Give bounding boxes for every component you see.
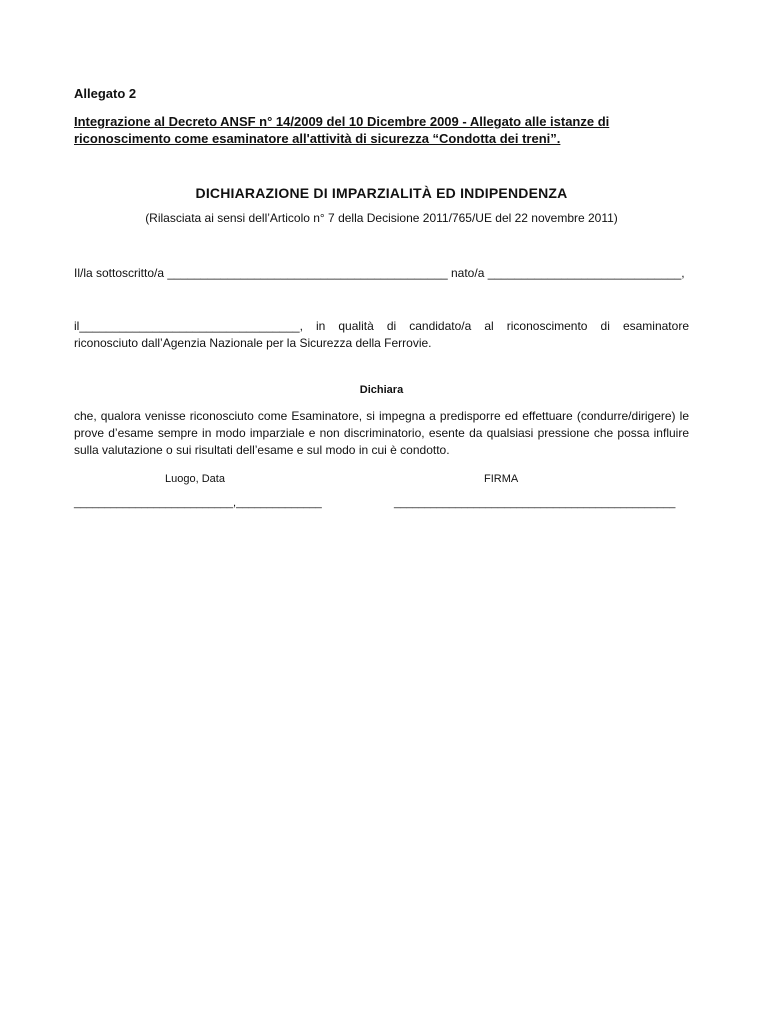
- document-title: DICHIARAZIONE DI IMPARZIALITÀ ED INDIPENDENZA: [195, 185, 568, 201]
- declaration-body: che, qualora venisse riconosciuto come Esaminatore, si impegna a predisporre ed effettuare (condurre/dirigere) le prove d’esame sempre in modo imparziale e non discriminatorio, esente da qualsiasi pressione che possa influire sulla valutazione o sui risultati dell’esame e sul modo in cui è condotto.: [74, 409, 689, 457]
- place-date-label: Luogo, Data: [165, 473, 225, 485]
- signature-labels: [74, 473, 689, 491]
- signature-lines: [74, 497, 689, 517]
- birth-date-line-1: il_________________________________, in qualità di candidato/a al riconoscimento di esaminatore: [74, 319, 689, 333]
- signatory-name-line: Il/la sottoscritto/a __________________________________________ nato/a _____________________________,: [74, 266, 685, 280]
- decree-reference: [74, 113, 689, 147]
- document-body: [74, 86, 689, 517]
- declares-heading: Dichiara: [359, 384, 404, 396]
- attachment-label: Allegato 2: [74, 86, 137, 101]
- decree-reference-line-1: Integrazione al Decreto ANSF n° 14/2009 del 10 Dicembre 2009 - Allegato alle istanze di: [74, 114, 610, 129]
- birth-date-paragraph: [74, 318, 689, 352]
- document-subtitle: (Rilasciata ai sensi dell’Articolo n° 7 della Decisione 2011/765/UE del 22 novembre 2011): [145, 211, 618, 225]
- signature-label: FIRMA: [484, 473, 519, 485]
- decree-reference-line-2: riconoscimento come esaminatore all'attività di sicurezza “Condotta dei treni”.: [74, 131, 561, 146]
- birth-date-line-2: riconosciuto dall’Agenzia Nazionale per la Sicurezza della Ferrovie.: [74, 336, 432, 350]
- place-date-blank: __________________________,______________: [74, 497, 322, 509]
- signature-blank: ______________________________________________: [394, 497, 676, 509]
